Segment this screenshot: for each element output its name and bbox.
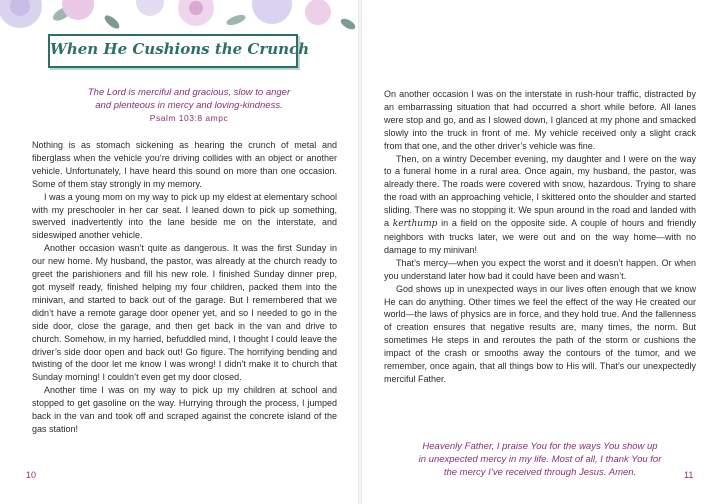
right-page [362, 0, 720, 504]
paragraph [384, 153, 696, 257]
left-body-text [32, 139, 337, 436]
prayer-line: the mercy I’ve received through Jesus. Amen. [443, 467, 637, 478]
page-number-left: 10 [26, 470, 37, 480]
page-number-right: 11 [684, 470, 694, 480]
epigraph-line: The Lord is merciful and gracious, slow to anger [87, 87, 291, 98]
prayer-line: in unexpected mercy in my life. Most of all, I thank You for [418, 454, 662, 465]
chapter-title-box [48, 34, 310, 68]
floral-header-left [0, 0, 358, 38]
epigraph [30, 86, 348, 125]
left-page [0, 0, 358, 504]
paragraph-text: in a field on the opposite side. A couple of hours and friendly neighbors with trucks later, we were out and on the way home—with no damage to my minivan! [384, 218, 696, 255]
paragraph: On another occasion I was on the interstate in rush-hour traffic, distracted by an embarrassing situation that had occurred a short while before. All lanes were stop and go, and as I slowed down, I glanced at my phone and smacked slowly into the truck in front of me. My vehicle received only a slight crack from that one, and the other driver’s vehicle was fine. [384, 89, 696, 151]
closing-prayer [384, 440, 696, 479]
prayer-line: Heavenly Father, I praise You for the ways You show up [422, 441, 658, 452]
epigraph-line: and plenteous in mercy and loving-kindness. [95, 100, 283, 111]
paragraph: Another time I was on my way to pick up my children at school and stopped to get gasoline on the way. Hurrying through the process, I jumped back in the van and took off and scraped against the concrete island of the gas station! [32, 385, 337, 434]
paragraph: Nothing is as stomach sickening as hearing the crunch of metal and fiberglass when the vehicle you’re driving collides with an object or another vehicle. Unfortunately, I have heard this sound on more than one occasion. Some of them stay strongly in my memory. [32, 140, 337, 189]
right-body-text [384, 88, 696, 386]
epigraph-source: Psalm 103:8 ampc [149, 113, 229, 123]
paragraph: I was a young mom on my way to pick up my eldest at elementary school with my preschooler in her car seat. I leaned down to pick up something, swerved inadvertently into the lane beside me on the interstate, and sideswiped another vehicle. [32, 191, 337, 241]
paragraph: That’s mercy—when you expect the worst and it doesn’t happen. Or when you understand later how bad it could have been and wasn’t. [384, 257, 696, 281]
emphasized-word: kerthump [392, 219, 438, 230]
paragraph: Another occasion wasn’t quite as dangerous. It was the first Sunday in our new home. My husband, the pastor, was already at the church ready to greet the parishioners and fill his new role. I finished Sunday dinner prep, got myself ready, finished helping my four children, packed them into the minivan, and started to back out of the garage. But I remembered that we didn’t have a remote garage door opener yet, and so I needed to go in the side door, close the garage, and then get back in the van and drive to church. Somehow, in my harried, befuddled mind, I thought I could leave the driver’s side door open and back out! Go figure. The horrifying bending and twisting of the door let me know I was wrong! I didn’t make it to church that Sunday morning! I couldn’t even get my door closed. [32, 243, 337, 383]
chapter-title: When He Cushions the Crunch [50, 40, 310, 58]
paragraph-text: Then, on a wintry December evening, my daughter and I were on the way to a funeral home in a rural area. Once again, my husband, the pastor, was already there. The roads were covered with snow, hazardous. Trying to share the road with an approaching vehicle, I skittered onto the shoulder and started sliding. There was no stopping it. We spun around in the road and landed with a [384, 153, 696, 229]
paragraph: God shows up in unexpected ways in our lives often enough that we know He can do anything. Other times we feel the effect of the way He created our world—the laws of physics are in force, and they hold true. And the fallenness of creation ensures that negative results are, many times, the norm. But sometimes He steps in and reroutes the path of the storm or cushions the impact of the crash or smooths away the contours of the tumor, and we remember, once again, that all things bow to His will. That’s our unexpectedly merciful Father. [384, 283, 696, 384]
